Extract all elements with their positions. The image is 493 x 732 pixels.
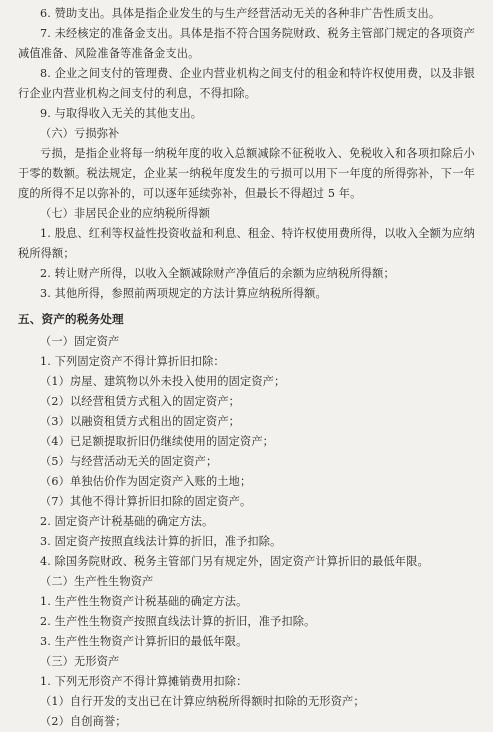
paragraph: 1. 下列固定资产不得计算折旧扣除： bbox=[40, 355, 225, 368]
subsection-title: （二）生产性生物资产 bbox=[40, 575, 154, 588]
list-item: （2）以经营租赁方式租入的固定资产； bbox=[40, 395, 241, 408]
paragraph: 2. 固定资产计税基础的确定方法。 bbox=[40, 515, 214, 528]
paragraph: 1. 生产性生物资产计税基础的确定方法。 bbox=[40, 595, 248, 608]
paragraph: 4. 除国务院财政、税务主管部门另有规定外，固定资产计算折旧的最低年限。 bbox=[40, 555, 429, 568]
subsection-title: （三）无形资产 bbox=[40, 655, 120, 668]
list-item: （5）与经营活动无关的固定资产； bbox=[40, 455, 218, 468]
list-item: （1）房屋、建筑物以外未投入使用的固定资产； bbox=[40, 375, 286, 388]
paragraph: 3. 生产性生物资产计算折旧的最低年限。 bbox=[40, 635, 248, 648]
paragraph: 亏损，是指企业将每一纳税年度的收入总额减除不征税收入、免税收入和各项扣除后小于零的数额。税法规定，企业某一纳税年度发生的亏损可以用下一年度的所得弥补，下一年度的所得不足以弥补的，可以逐年延续弥补，但最长不得超过 5 年。 bbox=[18, 147, 475, 200]
subsection-title: （七）非居民企业的应纳税所得额 bbox=[40, 207, 211, 220]
paragraph: 1. 股息、红利等权益性投资收益和利息、租金、特许权使用费所得，以收入全额为应纳税所得额； bbox=[18, 227, 475, 260]
list-item: （4）已足额提取折旧仍继续使用的固定资产； bbox=[40, 435, 275, 448]
paragraph: 3. 其他所得，参照前两项规定的方法计算应纳税所得额。 bbox=[40, 287, 327, 300]
list-item: （3）以融资租赁方式租出的固定资产； bbox=[40, 415, 241, 428]
paragraph: 2. 转让财产所得，以收入全额减除财产净值后的余额为应纳税所得额； bbox=[40, 267, 395, 280]
paragraph: 1. 下列无形资产不得计算摊销费用扣除： bbox=[40, 675, 248, 688]
paragraph: 2. 生产性生物资产按照直线法计算的折旧，准予扣除。 bbox=[40, 615, 316, 628]
paragraph: 7. 未经核定的准备金支出。具体是指不符合国务院财政、税务主管部门规定的各项资产减值准备、风险准备等准备金支出。 bbox=[18, 27, 475, 60]
section-heading: 五、资产的税务处理 bbox=[18, 312, 124, 326]
list-item: （6）单独估价作为固定资产入账的土地； bbox=[40, 475, 252, 488]
paragraph: 3. 固定资产按照直线法计算的折旧，准予扣除。 bbox=[40, 535, 282, 548]
subsection-title: （六）亏损弥补 bbox=[40, 127, 120, 140]
paragraph: 9. 与取得收入无关的其他支出。 bbox=[40, 107, 203, 120]
list-item: （1）自行开发的支出已在计算应纳税所得额时扣除的无形资产； bbox=[40, 695, 365, 708]
paragraph: 8. 企业之间支付的管理费、企业内营业机构之间支付的租金和特许权使用费，以及非银行企业内营业机构之间支付的利息，不得扣除。 bbox=[18, 67, 475, 100]
list-item: （2）自创商誉； bbox=[40, 715, 127, 728]
paragraph: 6. 赞助支出。具体是指企业发生的与生产经营活动无关的各种非广告性质支出。 bbox=[40, 7, 441, 20]
list-item: （7）其他不得计算折旧扣除的固定资产。 bbox=[40, 495, 252, 508]
subsection-title: （一）固定资产 bbox=[40, 335, 120, 348]
